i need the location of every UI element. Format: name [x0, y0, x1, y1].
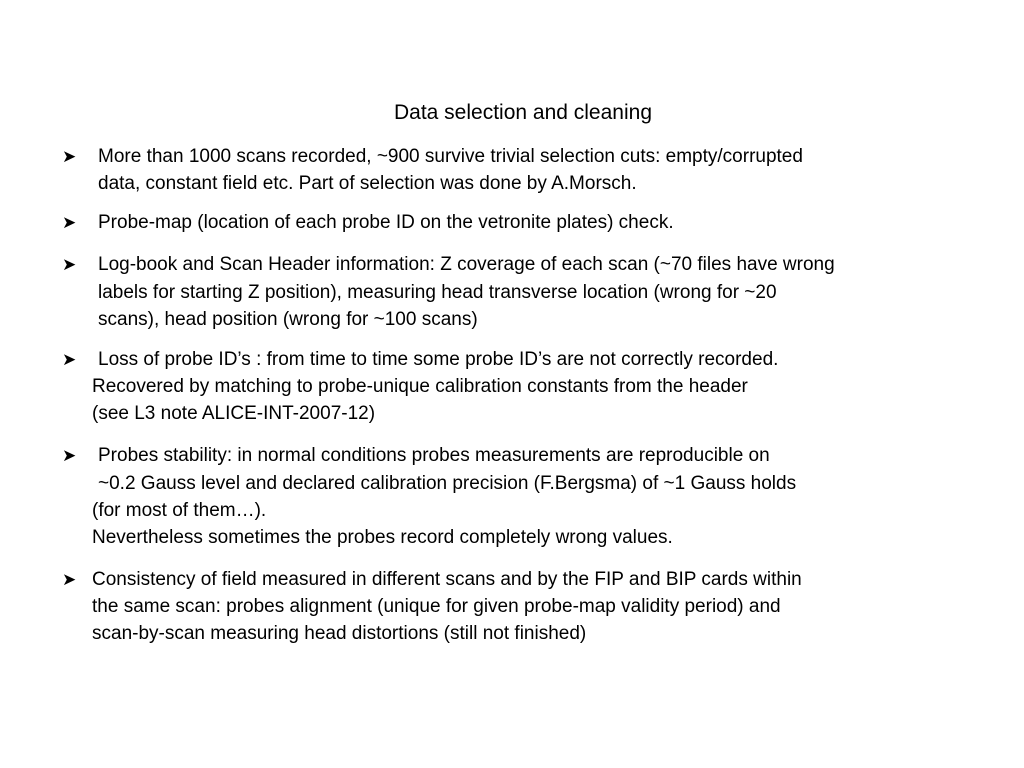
bullet-6-line-1: Consistency of field measured in different scans and by the FIP and BIP cards within [92, 569, 802, 590]
arrowhead-bullet-icon: ➤ [62, 570, 77, 589]
arrowhead-bullet-icon: ➤ [62, 213, 77, 232]
bullet-6-line-3: scan-by-scan measuring head distortions (still not finished) [92, 623, 587, 644]
bullet-4-line-3: (see L3 note ALICE-INT-2007-12) [92, 403, 376, 424]
bullet-5-line-3: (for most of them…). [92, 500, 267, 521]
slide-title: Data selection and cleaning [393, 101, 652, 124]
bullet-1-line-2: data, constant field etc. Part of selection was done by A.Morsch. [98, 173, 637, 194]
bullet-3-line-2: labels for starting Z position), measuring head transverse location (wrong for ~20 [98, 282, 777, 303]
arrowhead-bullet-icon: ➤ [62, 147, 77, 166]
bullet-4-line-1: Loss of probe ID’s : from time to time some probe ID’s are not correctly recorded. [98, 349, 779, 370]
bullet-6-line-2: the same scan: probes alignment (unique for given probe-map validity period) and [92, 596, 781, 617]
bullet-5-line-2: ~0.2 Gauss level and declared calibration precision (F.Bergsma) of ~1 Gauss holds [98, 473, 797, 494]
arrowhead-bullet-icon: ➤ [62, 255, 77, 274]
bullet-3-line-3: scans), head position (wrong for ~100 scans) [98, 309, 478, 330]
bullet-3-line-1: Log-book and Scan Header information: Z coverage of each scan (~70 files have wrong [98, 254, 835, 275]
arrowhead-bullet-icon: ➤ [62, 446, 77, 465]
arrowhead-bullet-icon: ➤ [62, 350, 77, 369]
bullet-5-line-4: Nevertheless sometimes the probes record completely wrong values. [92, 527, 673, 548]
bullet-4-line-2: Recovered by matching to probe-unique calibration constants from the header [92, 376, 748, 397]
bullet-5-line-1: Probes stability: in normal conditions probes measurements are reproducible on [98, 445, 770, 466]
bullet-1-line-1: More than 1000 scans recorded, ~900 survive trivial selection cuts: empty/corrupted [98, 146, 803, 167]
bullet-2-line-1: Probe-map (location of each probe ID on the vetronite plates) check. [98, 212, 674, 233]
